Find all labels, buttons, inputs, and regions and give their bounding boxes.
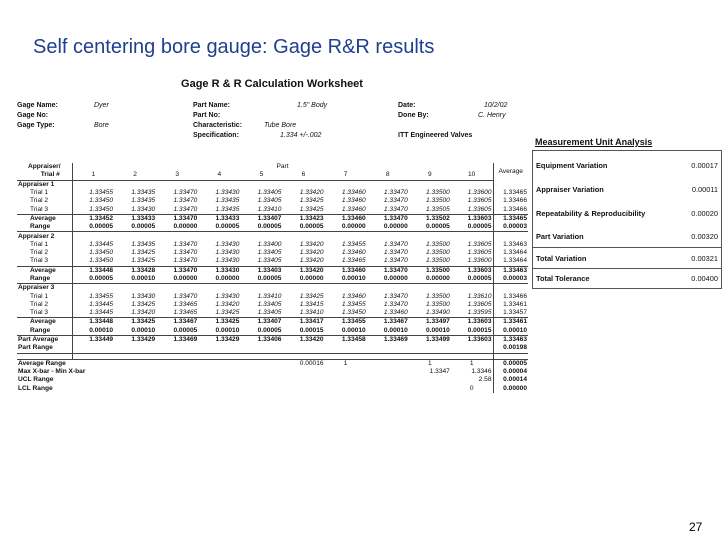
done-by-value: C. Henry	[478, 112, 506, 119]
mua-title: Measurement Unit Analysis	[535, 137, 653, 147]
mua-row-total-variation: Total Variation 0.00321	[536, 254, 718, 263]
max-min-row: Max X-bar - Min X-bar 1.3347 1.3346 0.00004	[18, 367, 527, 375]
characteristic-value: Tube Bore	[264, 122, 297, 129]
company-name: ITT Engineered Valves	[398, 132, 473, 139]
gage-type-value: Bore	[94, 122, 109, 129]
specification-label: Specification:	[193, 132, 239, 139]
part-average-row: Part Average 1.33449 1.33429 1.33469 1.33429 1.33406 1.33420 1.33458 1.33469 1.33499 1.33603 1.33463	[18, 336, 527, 344]
appraiser-1-average: Average 1.33452 1.33433 1.33470 1.33433 1.33407 1.33423 1.33460 1.33470 1.33502 1.33603 1.33465	[17, 214, 528, 223]
mua-row-equipment-variation: Equipment Variation 0.00017	[536, 161, 718, 170]
appraiser-3-average: Average 1.33448 1.33425 1.33467 1.33425 1.33407 1.33417 1.33455 1.33467 1.33497 1.33603 1.33461	[17, 318, 528, 327]
mua-row-total-tolerance: Total Tolerance 0.00400	[536, 274, 718, 283]
summary-section	[17, 335, 528, 392]
mua-box	[532, 150, 722, 289]
page-number: 27	[689, 520, 703, 534]
part-range-row: Part Range 0.00198	[18, 344, 527, 352]
header-row-2: Trial # 1 2 3 4 5 6 7 8 9 10	[17, 171, 528, 180]
appraiser-2-trial-3: Trial 3 1.33450 1.33425 1.33470 1.33430 1.33405 1.33420 1.33465 1.33470 1.33500 1.33600 1.33464	[17, 257, 528, 266]
appraiser-3-trial-1: Trial 1 1.33455 1.33430 1.33470 1.33430 1.33410 1.33425 1.33460 1.33470 1.33500 1.33610 1.33466	[17, 292, 528, 300]
done-by-label: Done By:	[398, 112, 429, 119]
appraiser-1-range: Range 0.00005 0.00005 0.00000 0.00005 0.00005 0.00005 0.00000 0.00000 0.00005 0.00005 0.00003	[17, 223, 528, 232]
appraiser-1-trial-1: Trial 1 1.33455 1.33435 1.33470 1.33430 1.33405 1.33420 1.33460 1.33470 1.33500 1.33600 1.33465	[17, 189, 528, 197]
gage-no-label: Gage No:	[17, 112, 49, 119]
part-name-value: 1.5" Body	[297, 102, 328, 109]
measurement-unit-analysis	[532, 133, 722, 293]
appraiser-2-trial-2: Trial 2 1.33450 1.33425 1.33470 1.33430 1.33405 1.33420 1.33460 1.33470 1.33500 1.33605 1.33464	[17, 249, 528, 257]
header-row-1: Appraiser/ Part Average	[17, 163, 528, 171]
mua-row-part-variation: Part Variation 0.00320	[536, 232, 718, 241]
date-value: 10/2/02	[484, 102, 508, 109]
part-no-label: Part No:	[193, 112, 221, 119]
date-label: Date:	[398, 102, 416, 109]
mua-row-appraiser-variation: Appraiser Variation 0.00011	[536, 185, 718, 194]
appraiser-3-trial-2: Trial 2 1.33445 1.33425 1.33465 1.33420 1.33405 1.33415 1.33455 1.33470 1.33500 1.33605 1.33461	[17, 301, 528, 309]
slide-title: Self centering bore gauge: Gage R&R results	[33, 36, 435, 58]
appraiser-2-trial-1: Trial 1 1.33445 1.33435 1.33470 1.33430 1.33400 1.33420 1.33455 1.33470 1.33500 1.33605 1.33463	[17, 241, 528, 249]
specification-value: 1.334 +/-.002	[280, 132, 322, 139]
appraiser-1-trial-3: Trial 3 1.33450 1.33430 1.33470 1.33435 1.33410 1.33425 1.33460 1.33470 1.33505 1.33605 1.33466	[17, 205, 528, 214]
appraiser-2-average: Average 1.33448 1.33428 1.33470 1.33430 1.33403 1.33420 1.33460 1.33470 1.33500 1.33603 1.33463	[17, 266, 528, 275]
appraiser-3-range: Range 0.00010 0.00010 0.00005 0.00010 0.00005 0.00015 0.00010 0.00010 0.00010 0.00015 0.00010	[17, 327, 528, 336]
appraiser-2-range: Range 0.00005 0.00010 0.00000 0.00000 0.00005 0.00000 0.00010 0.00000 0.00000 0.00005 0.00003	[17, 275, 528, 284]
gage-name-value: Dyer	[94, 102, 109, 109]
appraiser-3-heading: Appraiser 3	[17, 284, 528, 293]
appraiser-1-heading: Appraiser 1	[17, 180, 528, 189]
appraiser-sections	[17, 180, 528, 335]
average-range-row: Average Range 0.00016 1 1 1 0.00005	[18, 359, 527, 367]
appraiser-1-trial-2: Trial 2 1.33450 1.33435 1.33470 1.33435 1.33405 1.33425 1.33460 1.33470 1.33500 1.33605 1.33466	[17, 197, 528, 205]
mua-row-rr: Repeatability & Reproducibility 0.00020	[536, 209, 718, 218]
appraiser-3-trial-3: Trial 3 1.33445 1.33420 1.33465 1.33425 1.33405 1.33410 1.33450 1.33460 1.33490 1.33595 1.33457	[17, 309, 528, 318]
gage-name-label: Gage Name:	[17, 102, 58, 109]
gage-rr-worksheet	[12, 75, 532, 469]
lcl-range-row: LCL Range 0 0.00000	[18, 384, 527, 392]
appraiser-2-heading: Appraiser 2	[17, 232, 528, 241]
characteristic-label: Characteristic:	[193, 122, 243, 129]
worksheet-title: Gage R & R Calculation Worksheet	[181, 78, 363, 90]
ucl-range-row: UCL Range 2.58 0.00014	[18, 376, 527, 384]
gage-rr-table	[17, 163, 528, 393]
gage-type-label: Gage Type:	[17, 122, 55, 129]
part-name-label: Part Name:	[193, 102, 230, 109]
